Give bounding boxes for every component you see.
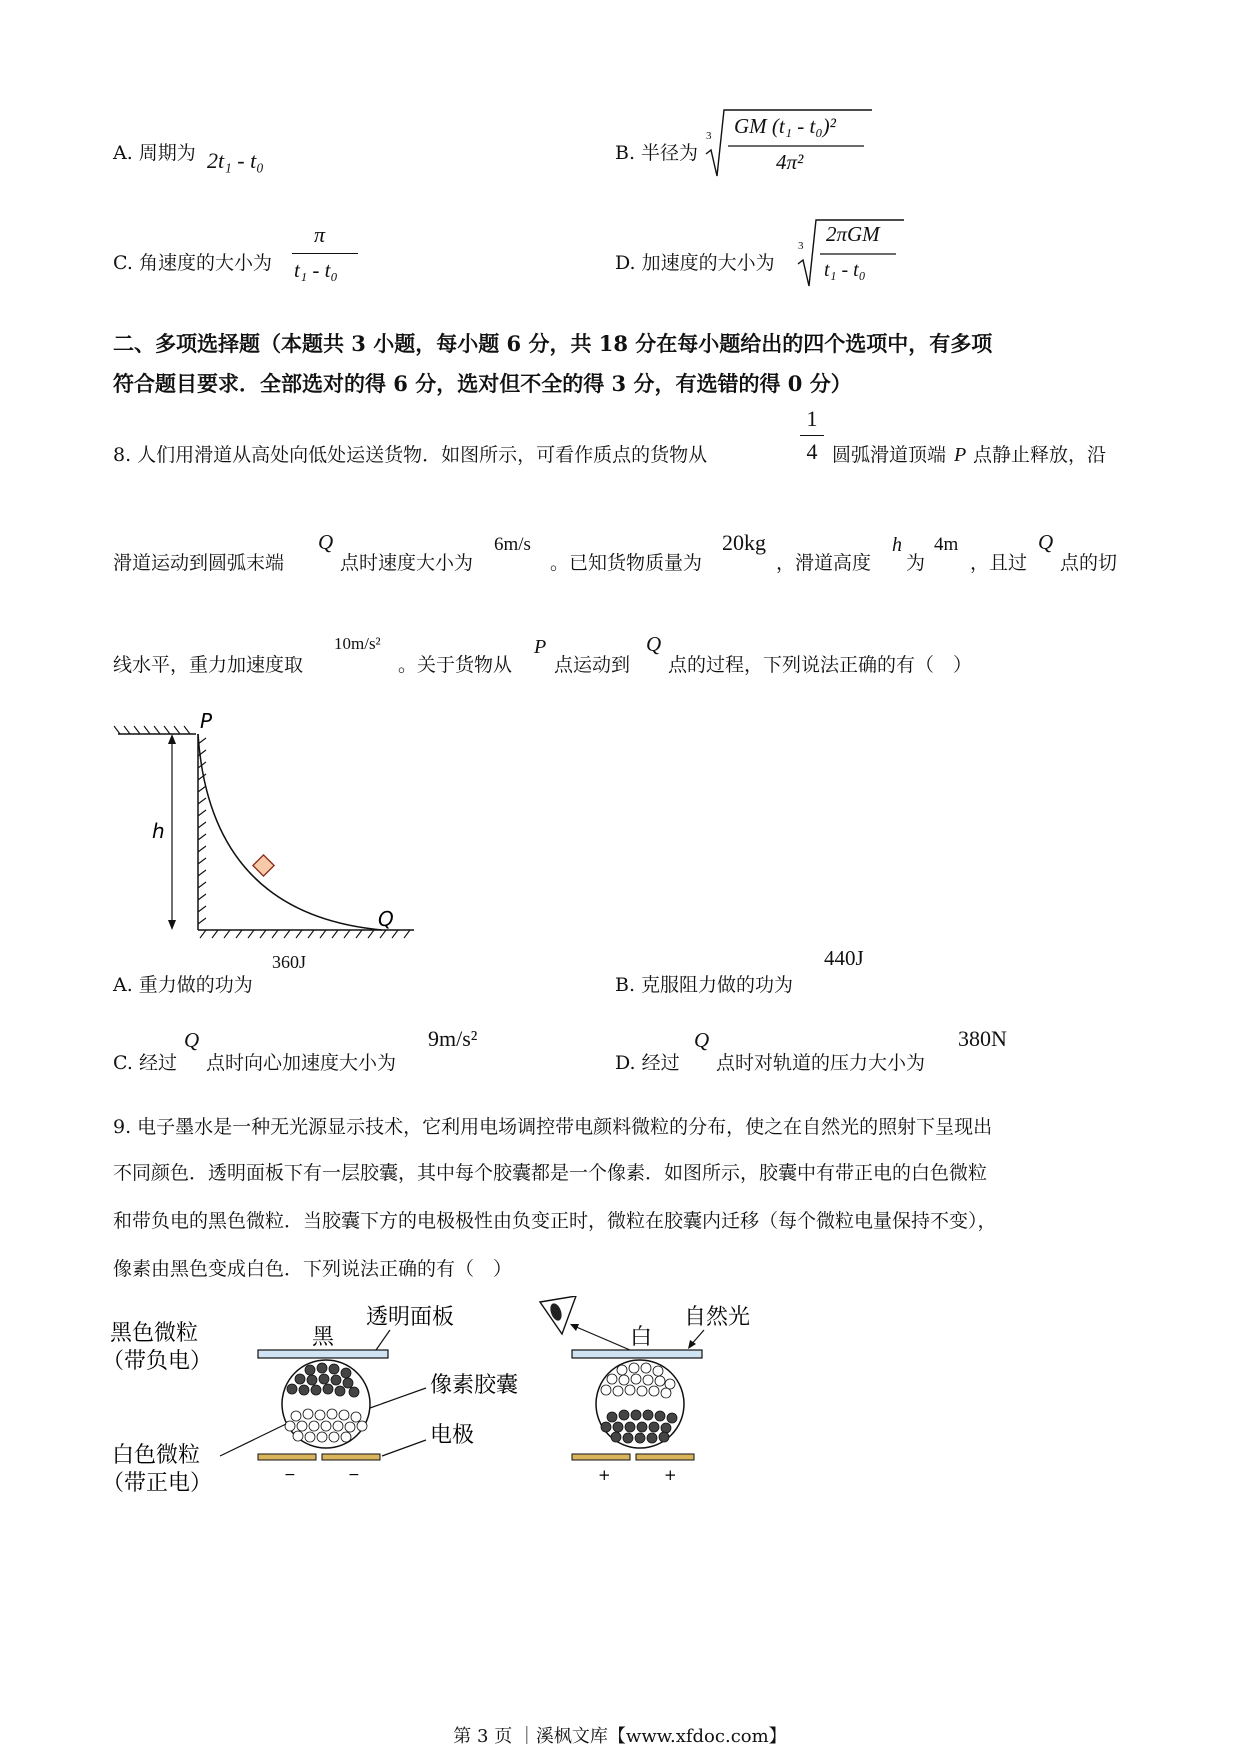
label-light: 自然光 [684,1305,751,1330]
transparent-panel-left [258,1350,388,1358]
height-label: h [152,819,165,843]
q8-point-q2: Q [1038,530,1054,554]
q8-height-symbol: h [892,534,902,556]
transparent-panel-right [572,1350,702,1358]
q7-option-c-fraction [290,222,370,292]
label-panel: 透明面板 [366,1305,455,1330]
section-heading-line2: 符合题目要求．全部选对的得 6 分，选对但不全的得 3 分，有选错的得 0 分） [113,371,852,396]
q8-gravity: 10m/s² [334,634,381,653]
plus-sign-2: + [664,1466,677,1484]
q7-option-b [615,138,698,165]
fraction-denominator: 4π² [776,150,804,174]
fraction-numerator: GM (t₁ - t₀)² [734,114,836,138]
q9-stem-line4: 像素由黑色变成白色．下列说法正确的有（ ） [113,1258,513,1280]
q8-point-q3: Q [646,632,662,656]
option-label: C. 角速度的大小为 [113,252,272,274]
q7-option-d-radical [796,214,906,292]
q7-option-a-math: 2t₁ - t₀ [207,148,264,173]
q8-stem-line2d: ，滑道高度 [776,552,872,574]
fraction-numerator: 2πGM [826,222,880,246]
root-index: 3 [706,130,712,142]
fraction-numerator: 1 [806,406,818,431]
q9-stem-line2: 不同颜色．透明面板下有一层胶囊，其中每个胶囊都是一个像素．如图所示，胶囊中有带正电的白色微粒 [113,1162,988,1184]
q8-stem-line3b: 。关于货物从 [398,654,513,676]
arc-track [198,734,382,930]
label-black: 黑 [312,1325,335,1350]
minus-sign-2: − [348,1467,360,1483]
q8-point-p2: P [534,636,547,658]
q8-stem-line1b: 圆弧滑道顶端 [832,444,947,466]
q8-mass: 20kg [722,530,766,555]
q8-stem-line1c: 点静止释放，沿 [973,444,1107,466]
fraction-denominator: t₁ - t₀ [824,259,866,281]
page-footer: 第 3 页 ｜溪枫文库【www.xfdoc.com】 [453,1726,787,1747]
q8-point-p: P [954,444,967,466]
q8-option-c-q: Q [184,1028,200,1052]
q8-speed: 6m/s [494,534,531,555]
q8-stem-line2g: 点的切 [1060,552,1118,574]
electrode-left-1 [258,1454,316,1460]
fraction-numerator: π [314,222,326,247]
plus-sign-1: + [598,1466,611,1484]
q9-stem-line1: 9. 电子墨水是一种无光源显示技术，它利用电场调控带电颜料微粒的分布，使之在自然光的照射下呈现出 [113,1116,993,1138]
q8-option-a-value: 360J [272,952,307,972]
q8-stem-line1a: 8. 人们用滑道从高处向低处运送货物．如图所示，可看作质点的货物从 [113,444,708,466]
q8-stem-line2f: ，且过 [970,552,1028,574]
reflected-ray [574,1326,630,1350]
q8-option-b: B. 克服阻力做的功为 [615,974,794,996]
q8-option-c-value: 9m/s² [428,1026,478,1051]
label-white: 白 [630,1325,653,1350]
electrode-right-1 [572,1454,630,1460]
q8-stem-line2c: 。已知货物质量为 [550,552,703,574]
white-particle-leader [220,1424,286,1456]
fraction-denominator: t₁ - t₀ [294,258,338,282]
q9-eink-figure [100,1296,820,1516]
capsule-leader [370,1388,426,1408]
q7-option-d [615,248,775,275]
q8-stem-line2e: 为 [906,552,926,574]
q8-stem-line3a: 线水平，重力加速度取 [113,654,304,676]
q8-stem-line2a: 滑道运动到圆弧末端 [113,552,285,574]
q8-stem-line3d: 点的过程，下列说法正确的有（ ） [668,654,973,676]
label-electrode: 电极 [430,1423,475,1448]
cargo-box [253,855,274,876]
electrode-right-2 [636,1454,694,1460]
q7-option-c [113,248,272,275]
label-white-particle: 白色微粒 [112,1443,201,1468]
q8-option-d-a: D. 经过 [615,1052,680,1074]
electrode-left-2 [322,1454,380,1460]
fraction-bar [292,253,358,254]
option-label: A. 周期为 [113,142,196,164]
q8-fraction [800,406,824,465]
q8-option-c-b: 点时向心加速度大小为 [206,1052,397,1074]
root-index: 3 [798,240,804,252]
panel-leader [376,1330,390,1350]
fraction-denominator: 4 [806,439,818,464]
label-black-particle: 黑色微粒 [110,1321,199,1346]
option-label: B. 半径为 [615,142,699,164]
label-pos-charge: （带正电） [102,1471,213,1496]
q7-option-b-radical [704,104,874,182]
top-hatch [114,726,190,734]
q8-point-q: Q [318,530,334,554]
q8-stem-line3c: 点运动到 [554,654,631,676]
q7-option-a [113,138,196,165]
q8-option-b-value: 440J [824,946,864,970]
q8-stem-line2b: 点时速度大小为 [340,552,474,574]
ground-hatch [200,930,410,938]
q8-option-d-b: 点时对轨道的压力大小为 [716,1052,926,1074]
q8-option-d-value: 380N [958,1026,1007,1051]
fraction-bar [800,435,824,436]
point-q-label: Q [378,907,394,931]
q8-option-c-a: C. 经过 [113,1052,177,1074]
q8-option-a: A. 重力做的功为 [113,974,253,996]
q8-option-d-q: Q [694,1028,710,1052]
point-p-label: P [200,709,213,733]
q8-slide-figure [110,704,430,944]
q9-stem-line3: 和带负电的黑色微粒．当胶囊下方的电极极性由负变正时，微粒在胶囊内迁移（每个微粒电量保持不变）， [113,1210,997,1232]
section-heading-line1: 二、多项选择题（本题共 3 小题，每小题 6 分，共 18 分在每小题给出的四个选项中，有多项 [113,331,993,356]
label-neg-charge: （带负电） [102,1349,213,1374]
label-capsule: 像素胶囊 [430,1373,519,1398]
q8-height-value: 4m [934,534,959,555]
option-label: D. 加速度的大小为 [615,252,775,274]
electrode-leader [382,1440,426,1456]
minus-sign-1: − [284,1467,296,1483]
eye-icon [540,1296,576,1334]
